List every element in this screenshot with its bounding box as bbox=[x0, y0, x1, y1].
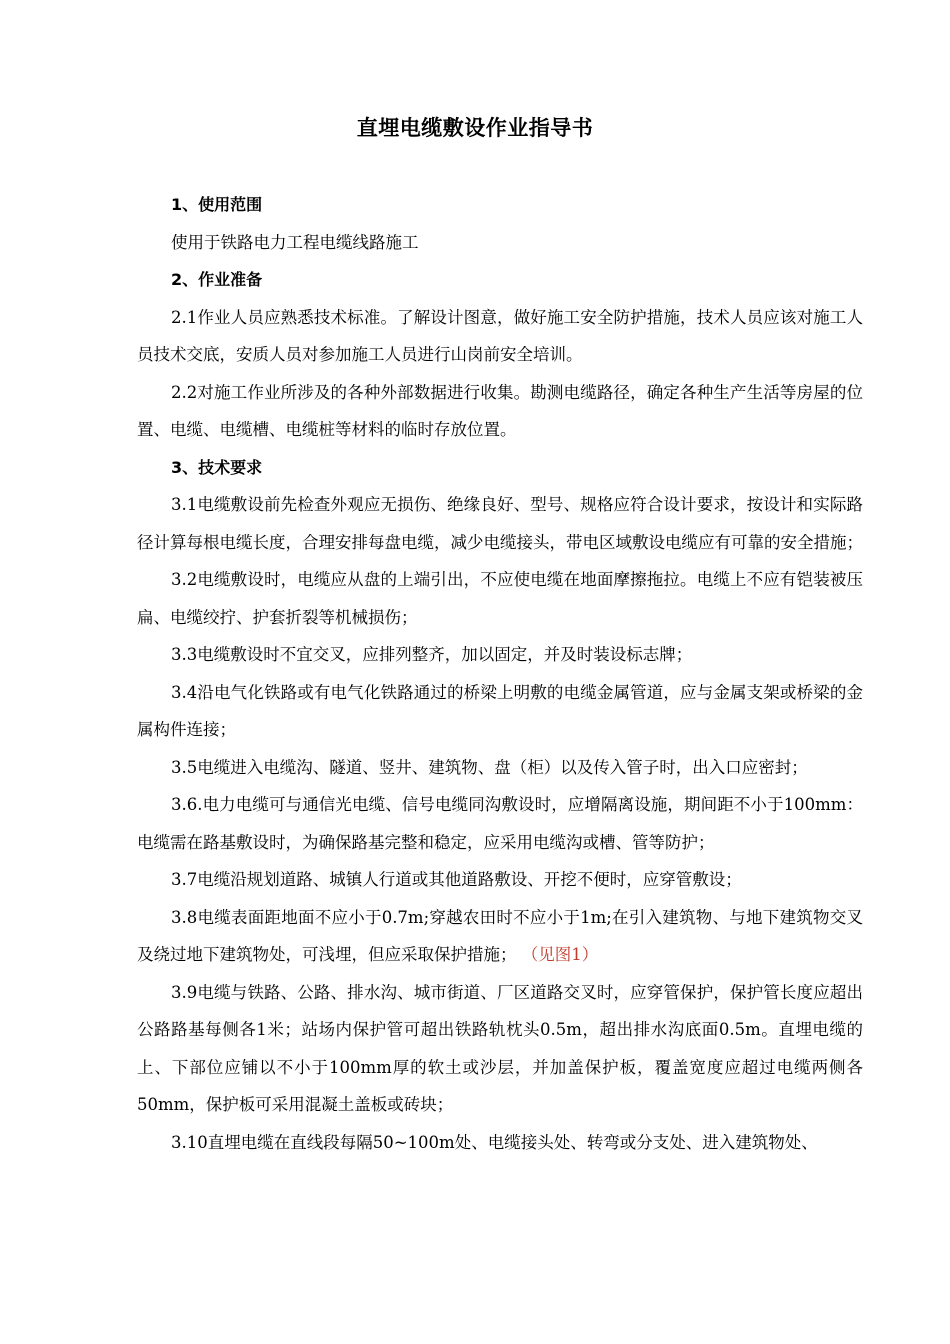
document-body bbox=[137, 186, 863, 1161]
document-title: 直埋电缆敷设作业指导书 bbox=[356, 116, 594, 140]
figure-reference-link: （见图1） bbox=[521, 945, 599, 964]
paragraph-3-3: 3.3电缆敷设时不宜交叉，应排列整齐，加以固定，并及时装设标志牌； bbox=[171, 645, 693, 664]
section-heading-scope: 1、使用范围 bbox=[171, 195, 263, 214]
paragraph-2-2: 2.2对施工作业所涉及的各种外部数据进行收集。勘测电缆路径，确定各种生产生活等房屋的位置、电缆、电缆槽、电缆桩等材料的临时存放位置。 bbox=[137, 382, 863, 439]
paragraph-3-4: 3.4沿电气化铁路或有电气化铁路通过的桥梁上明敷的电缆金属管道，应与金属支架或桥梁的金属构件连接； bbox=[137, 682, 863, 739]
paragraph-3-1: 3.1电缆敷设前先检查外观应无损伤、绝缘良好、型号、规格应符合设计要求，按设计和实际路径计算每根电缆长度，合理安排每盘电缆，减少电缆接头，带电区域敷设电缆应有可靠的安全措施； bbox=[137, 495, 863, 552]
section-heading-technical: 3、技术要求 bbox=[171, 457, 263, 477]
paragraph-3-6: 3.6.电力电缆可与通信光电缆、信号电缆同沟敷设时，应增隔离设施，期间距不小于100mm：电缆需在路基敷设时，为确保路基完整和稳定，应采用电缆沟或槽、管等防护； bbox=[137, 795, 863, 852]
paragraph-2-1: 2.1作业人员应熟悉技术标准。了解设计图意，做好施工安全防护措施，技术人员应该对施工人员技术交底，安质人员对参加施工人员进行山岗前安全培训。 bbox=[137, 307, 863, 364]
paragraph-3-8 bbox=[137, 899, 863, 974]
paragraph-3-10: 3.10直埋电缆在直线段每隔50~100m处、电缆接头处、转弯或分支处、进入建筑物处、 bbox=[171, 1132, 818, 1152]
paragraph-3-7: 3.7电缆沿规划道路、城镇人行道或其他道路敷设、开挖不便时，应穿管敷设； bbox=[171, 870, 742, 889]
paragraph-3-5: 3.5电缆进入电缆沟、隧道、竖井、建筑物、盘（柜）以及传入管子时，出入口应密封； bbox=[171, 757, 808, 777]
paragraph-3-8-text: 3.8电缆表面距地面不应小于0.7m;穿越农田时不应小于1m;在引入建筑物、与地下建筑物交叉及绕过地下建筑物处，可浅埋，但应采取保护措施； bbox=[137, 907, 863, 964]
paragraph-3-9: 3.9电缆与铁路、公路、排水沟、城市街道、厂区道路交叉时，应穿管保护，保护管长度应超出公路路基每侧各1米；站场内保护管可超出铁路轨枕头0.5m，超出排水沟底面0.5m。直埋电缆的上、下部位应铺以不小于100mm厚的软土或沙层，并加盖保护板，覆盖宽度应超过电缆两侧各50mm，保护板可采用混凝土盖板或砖块； bbox=[137, 982, 863, 1114]
paragraph-3-2: 3.2电缆敷设时，电缆应从盘的上端引出，不应使电缆在地面摩擦拖拉。电缆上不应有铠装被压扁、电缆绞拧、护套折裂等机械损伤； bbox=[137, 570, 863, 627]
paragraph-scope: 使用于铁路电力工程电缆线路施工 bbox=[171, 232, 419, 252]
section-heading-preparation: 2、作业准备 bbox=[171, 270, 263, 289]
